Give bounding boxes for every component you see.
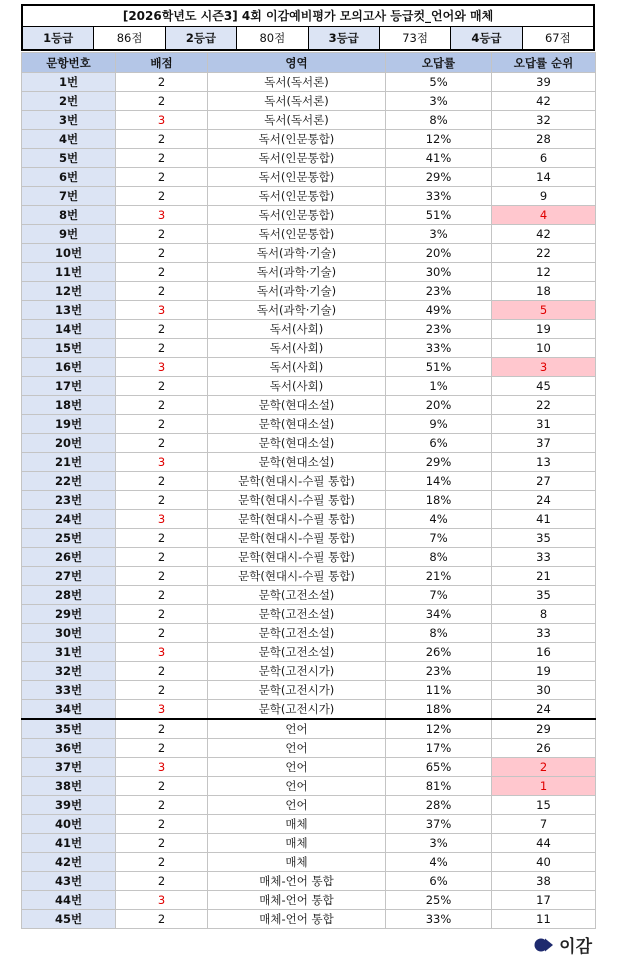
area-cell: 매체-언어 통합 [208,891,386,910]
wrong-rate-cell: 8% [386,111,492,130]
grade-cut-row [23,27,593,49]
wrong-rate-cell: 29% [386,168,492,187]
table-row [22,92,596,111]
wrong-rate-cell: 33% [386,187,492,206]
wrong-rate-cell: 33% [386,910,492,929]
wrong-rate-cell: 28% [386,796,492,815]
wrong-rank-cell: 42 [492,225,596,244]
area-cell: 독서(인문통합) [208,130,386,149]
wrong-rank-cell: 19 [492,662,596,681]
wrong-rate-cell: 14% [386,472,492,491]
area-cell: 매체 [208,815,386,834]
question-no-cell: 31번 [22,643,116,662]
points-cell: 2 [116,415,208,434]
question-no-cell: 21번 [22,453,116,472]
table-row [22,910,596,929]
wrong-rank-cell: 11 [492,910,596,929]
points-cell: 2 [116,739,208,758]
question-no-cell: 23번 [22,491,116,510]
wrong-rate-cell: 23% [386,282,492,301]
wrong-rate-cell: 7% [386,529,492,548]
wrong-rank-cell: 38 [492,872,596,891]
points-cell: 3 [116,510,208,529]
area-cell: 문학(현대시-수필 통합) [208,510,386,529]
wrong-rate-cell: 21% [386,567,492,586]
wrong-rate-cell: 34% [386,605,492,624]
points-cell: 3 [116,643,208,662]
wrong-rank-cell: 30 [492,681,596,700]
question-table [21,52,596,929]
wrong-rank-cell: 29 [492,719,596,739]
table-header-row [22,53,596,73]
table-row [22,206,596,225]
points-cell: 3 [116,453,208,472]
question-no-cell: 7번 [22,187,116,206]
area-cell: 문학(현대시-수필 통합) [208,472,386,491]
question-no-cell: 17번 [22,377,116,396]
grade-score: 67점 [544,31,571,45]
question-no-cell: 35번 [22,719,116,739]
wrong-rank-cell: 6 [492,149,596,168]
question-no-cell: 22번 [22,472,116,491]
area-cell: 언어 [208,796,386,815]
points-cell: 2 [116,320,208,339]
question-no-cell: 30번 [22,624,116,643]
question-no-cell: 24번 [22,510,116,529]
wrong-rank-cell: 3 [492,358,596,377]
question-no-cell: 32번 [22,662,116,681]
table-row [22,548,596,567]
wrong-rank-cell: 12 [492,263,596,282]
question-no-cell: 36번 [22,739,116,758]
table-row [22,719,596,739]
wrong-rate-cell: 41% [386,149,492,168]
table-row [22,282,596,301]
question-no-cell: 8번 [22,206,116,225]
table-row [22,377,596,396]
wrong-rank-cell: 27 [492,472,596,491]
wrong-rank-cell: 32 [492,111,596,130]
question-no-cell: 40번 [22,815,116,834]
area-cell: 문학(현대소설) [208,434,386,453]
table-row [22,739,596,758]
wrong-rank-cell: 7 [492,815,596,834]
wrong-rank-cell: 19 [492,320,596,339]
table-row [22,777,596,796]
table-row [22,796,596,815]
table-row [22,662,596,681]
points-cell: 3 [116,301,208,320]
points-cell: 2 [116,681,208,700]
wrong-rank-cell: 10 [492,339,596,358]
area-cell: 독서(사회) [208,339,386,358]
wrong-rank-cell: 42 [492,92,596,111]
grade-label: 1등급 [23,27,94,49]
table-row [22,834,596,853]
points-cell: 2 [116,796,208,815]
wrong-rank-cell: 39 [492,73,596,92]
wrong-rate-cell: 11% [386,681,492,700]
question-no-cell: 13번 [22,301,116,320]
wrong-rank-cell: 17 [492,891,596,910]
grade-label: 2등급 [166,27,237,49]
wrong-rank-cell: 21 [492,567,596,586]
area-cell: 독서(인문통합) [208,149,386,168]
points-cell: 2 [116,719,208,739]
table-row [22,586,596,605]
wrong-rank-cell: 22 [492,396,596,415]
table-row [22,891,596,910]
area-cell: 문학(고전시가) [208,681,386,700]
grade-score: 73점 [380,27,451,49]
wrong-rank-cell: 14 [492,168,596,187]
table-row [22,872,596,891]
area-cell: 독서(인문통합) [208,225,386,244]
question-no-cell: 45번 [22,910,116,929]
table-row [22,700,596,720]
wrong-rate-cell: 3% [386,834,492,853]
question-no-cell: 5번 [22,149,116,168]
table-body [22,73,596,929]
area-cell: 독서(독서론) [208,73,386,92]
question-no-cell: 37번 [22,758,116,777]
table-row [22,815,596,834]
question-no-cell: 20번 [22,434,116,453]
table-row [22,320,596,339]
wrong-rate-cell: 18% [386,700,492,720]
points-cell: 2 [116,624,208,643]
points-cell: 2 [116,605,208,624]
header-wrong-rate: 오답률 [386,53,492,73]
area-cell: 문학(고전소설) [208,605,386,624]
area-cell: 문학(고전소설) [208,643,386,662]
points-cell: 2 [116,529,208,548]
wrong-rank-cell: 5 [492,301,596,320]
wrong-rate-cell: 23% [386,662,492,681]
table-row [22,434,596,453]
points-cell: 2 [116,491,208,510]
table-row [22,567,596,586]
points-cell: 2 [116,834,208,853]
area-cell: 문학(고전시가) [208,662,386,681]
points-cell: 2 [116,853,208,872]
table-row [22,453,596,472]
wrong-rate-cell: 20% [386,244,492,263]
question-no-cell: 38번 [22,777,116,796]
header-question-no: 문항번호 [22,53,116,73]
points-cell: 2 [116,910,208,929]
area-cell: 언어 [208,719,386,739]
points-cell: 2 [116,92,208,111]
wrong-rank-cell: 1 [492,777,596,796]
wrong-rate-cell: 29% [386,453,492,472]
area-cell: 독서(독서론) [208,111,386,130]
points-cell: 2 [116,396,208,415]
points-cell: 2 [116,586,208,605]
question-no-cell: 26번 [22,548,116,567]
table-row [22,149,596,168]
wrong-rate-cell: 20% [386,396,492,415]
wrong-rank-cell: 18 [492,282,596,301]
area-cell: 독서(과학·기술) [208,244,386,263]
table-row [22,491,596,510]
wrong-rate-cell: 51% [386,206,492,225]
grade-score: 86점 [94,27,165,49]
area-cell: 언어 [208,758,386,777]
table-row [22,111,596,130]
question-no-cell: 25번 [22,529,116,548]
points-cell: 3 [116,700,208,720]
question-no-cell: 28번 [22,586,116,605]
wrong-rank-cell: 37 [492,434,596,453]
table-row [22,853,596,872]
table-row [22,758,596,777]
wrong-rate-cell: 5% [386,73,492,92]
brand-logo [534,932,592,957]
header-wrong-rank: 오답률 순위 [492,53,596,73]
wrong-rate-cell: 1% [386,377,492,396]
wrong-rank-cell: 9 [492,187,596,206]
points-cell: 2 [116,168,208,187]
grade-score: 80점 [237,27,308,49]
table-row [22,244,596,263]
points-cell: 2 [116,149,208,168]
table-row [22,605,596,624]
area-cell: 언어 [208,739,386,758]
points-cell: 2 [116,244,208,263]
points-cell: 3 [116,358,208,377]
wrong-rank-cell: 41 [492,510,596,529]
area-cell: 문학(현대시-수필 통합) [208,567,386,586]
table-row [22,73,596,92]
wrong-rate-cell: 8% [386,548,492,567]
wrong-rate-cell: 9% [386,415,492,434]
header-area: 영역 [208,53,386,73]
table-row [22,187,596,206]
question-no-cell: 27번 [22,567,116,586]
wrong-rank-cell: 13 [492,453,596,472]
logo-mark-icon [534,936,554,954]
area-cell: 매체 [208,853,386,872]
question-no-cell: 44번 [22,891,116,910]
points-cell: 2 [116,662,208,681]
wrong-rank-cell: 33 [492,624,596,643]
question-no-cell: 6번 [22,168,116,187]
logo-text: 이감 [559,937,592,957]
area-cell: 문학(현대소설) [208,396,386,415]
wrong-rate-cell: 3% [386,225,492,244]
area-cell: 독서(인문통합) [208,168,386,187]
points-cell: 2 [116,377,208,396]
points-cell: 2 [116,130,208,149]
wrong-rate-cell: 51% [386,358,492,377]
wrong-rank-cell: 35 [492,529,596,548]
wrong-rank-cell: 40 [492,853,596,872]
grade-label: 3등급 [309,27,380,49]
question-no-cell: 4번 [22,130,116,149]
question-no-cell: 9번 [22,225,116,244]
area-cell: 독서(사회) [208,377,386,396]
question-no-cell: 12번 [22,282,116,301]
question-no-cell: 15번 [22,339,116,358]
wrong-rank-cell: 24 [492,700,596,720]
area-cell: 매체-언어 통합 [208,910,386,929]
wrong-rate-cell: 33% [386,339,492,358]
table-row [22,130,596,149]
points-cell: 2 [116,263,208,282]
wrong-rank-cell: 35 [492,586,596,605]
table-row [22,168,596,187]
table-row [22,415,596,434]
points-cell: 2 [116,282,208,301]
points-cell: 3 [116,758,208,777]
area-cell: 독서(과학·기술) [208,282,386,301]
area-cell: 문학(현대소설) [208,415,386,434]
table-row [22,510,596,529]
area-cell: 문학(현대소설) [208,453,386,472]
question-no-cell: 29번 [22,605,116,624]
question-no-cell: 10번 [22,244,116,263]
points-cell: 2 [116,187,208,206]
wrong-rate-cell: 6% [386,872,492,891]
points-cell: 3 [116,206,208,225]
points-cell: 2 [116,567,208,586]
wrong-rank-cell: 8 [492,605,596,624]
wrong-rate-cell: 8% [386,624,492,643]
points-cell: 2 [116,548,208,567]
points-cell: 2 [116,472,208,491]
area-cell: 문학(현대시-수필 통합) [208,529,386,548]
table-row [22,339,596,358]
question-no-cell: 16번 [22,358,116,377]
wrong-rate-cell: 25% [386,891,492,910]
wrong-rank-cell: 24 [492,491,596,510]
wrong-rank-cell: 45 [492,377,596,396]
wrong-rate-cell: 37% [386,815,492,834]
question-no-cell: 34번 [22,700,116,720]
area-cell: 문학(고전시가) [208,700,386,720]
table-row [22,358,596,377]
wrong-rate-cell: 12% [386,130,492,149]
area-cell: 매체 [208,834,386,853]
wrong-rate-cell: 17% [386,739,492,758]
wrong-rank-cell: 44 [492,834,596,853]
area-cell: 독서(사회) [208,320,386,339]
table-row [22,301,596,320]
question-no-cell: 43번 [22,872,116,891]
wrong-rank-cell: 26 [492,739,596,758]
question-no-cell: 3번 [22,111,116,130]
wrong-rank-cell: 31 [492,415,596,434]
table-row [22,529,596,548]
wrong-rank-cell: 16 [492,643,596,662]
area-cell: 독서(인문통합) [208,187,386,206]
wrong-rate-cell: 6% [386,434,492,453]
area-cell: 독서(과학·기술) [208,263,386,282]
area-cell: 독서(인문통합) [208,206,386,225]
question-no-cell: 1번 [22,73,116,92]
wrong-rank-cell: 2 [492,758,596,777]
wrong-rank-cell: 33 [492,548,596,567]
table-row [22,681,596,700]
header-points: 배점 [116,53,208,73]
wrong-rank-cell: 15 [492,796,596,815]
area-cell: 문학(현대시-수필 통합) [208,491,386,510]
area-cell: 언어 [208,777,386,796]
area-cell: 독서(사회) [208,358,386,377]
points-cell: 2 [116,73,208,92]
points-cell: 2 [116,815,208,834]
table-row [22,472,596,491]
title-box [21,4,595,51]
area-cell: 매체-언어 통합 [208,872,386,891]
wrong-rate-cell: 49% [386,301,492,320]
wrong-rate-cell: 4% [386,853,492,872]
table-row [22,263,596,282]
wrong-rate-cell: 81% [386,777,492,796]
question-no-cell: 19번 [22,415,116,434]
wrong-rate-cell: 65% [386,758,492,777]
wrong-rank-cell: 4 [492,206,596,225]
points-cell: 2 [116,339,208,358]
wrong-rate-cell: 23% [386,320,492,339]
question-no-cell: 2번 [22,92,116,111]
wrong-rate-cell: 30% [386,263,492,282]
table-row [22,624,596,643]
wrong-rate-cell: 7% [386,586,492,605]
wrong-rank-cell: 28 [492,130,596,149]
wrong-rate-cell: 18% [386,491,492,510]
points-cell: 2 [116,777,208,796]
table-row [22,225,596,244]
question-no-cell: 42번 [22,853,116,872]
wrong-rank-cell: 22 [492,244,596,263]
points-cell: 3 [116,891,208,910]
points-cell: 2 [116,434,208,453]
question-no-cell: 33번 [22,681,116,700]
points-cell: 2 [116,872,208,891]
question-no-cell: 18번 [22,396,116,415]
points-cell: 2 [116,225,208,244]
question-no-cell: 11번 [22,263,116,282]
area-cell: 독서(독서론) [208,92,386,111]
question-no-cell: 14번 [22,320,116,339]
table-row [22,643,596,662]
area-cell: 문학(고전소설) [208,624,386,643]
question-no-cell: 39번 [22,796,116,815]
grade-label: 4등급 [451,27,522,49]
area-cell: 독서(과학·기술) [208,301,386,320]
wrong-rate-cell: 3% [386,92,492,111]
points-cell: 3 [116,111,208,130]
question-no-cell: 41번 [22,834,116,853]
area-cell: 문학(현대시-수필 통합) [208,548,386,567]
area-cell: 문학(고전소설) [208,586,386,605]
page-title: [2026학년도 시즌3] 4회 이감예비평가 모의고사 등급컷_언어와 매체 [23,6,593,27]
table-row [22,396,596,415]
wrong-rate-cell: 4% [386,510,492,529]
wrong-rate-cell: 26% [386,643,492,662]
wrong-rate-cell: 12% [386,719,492,739]
